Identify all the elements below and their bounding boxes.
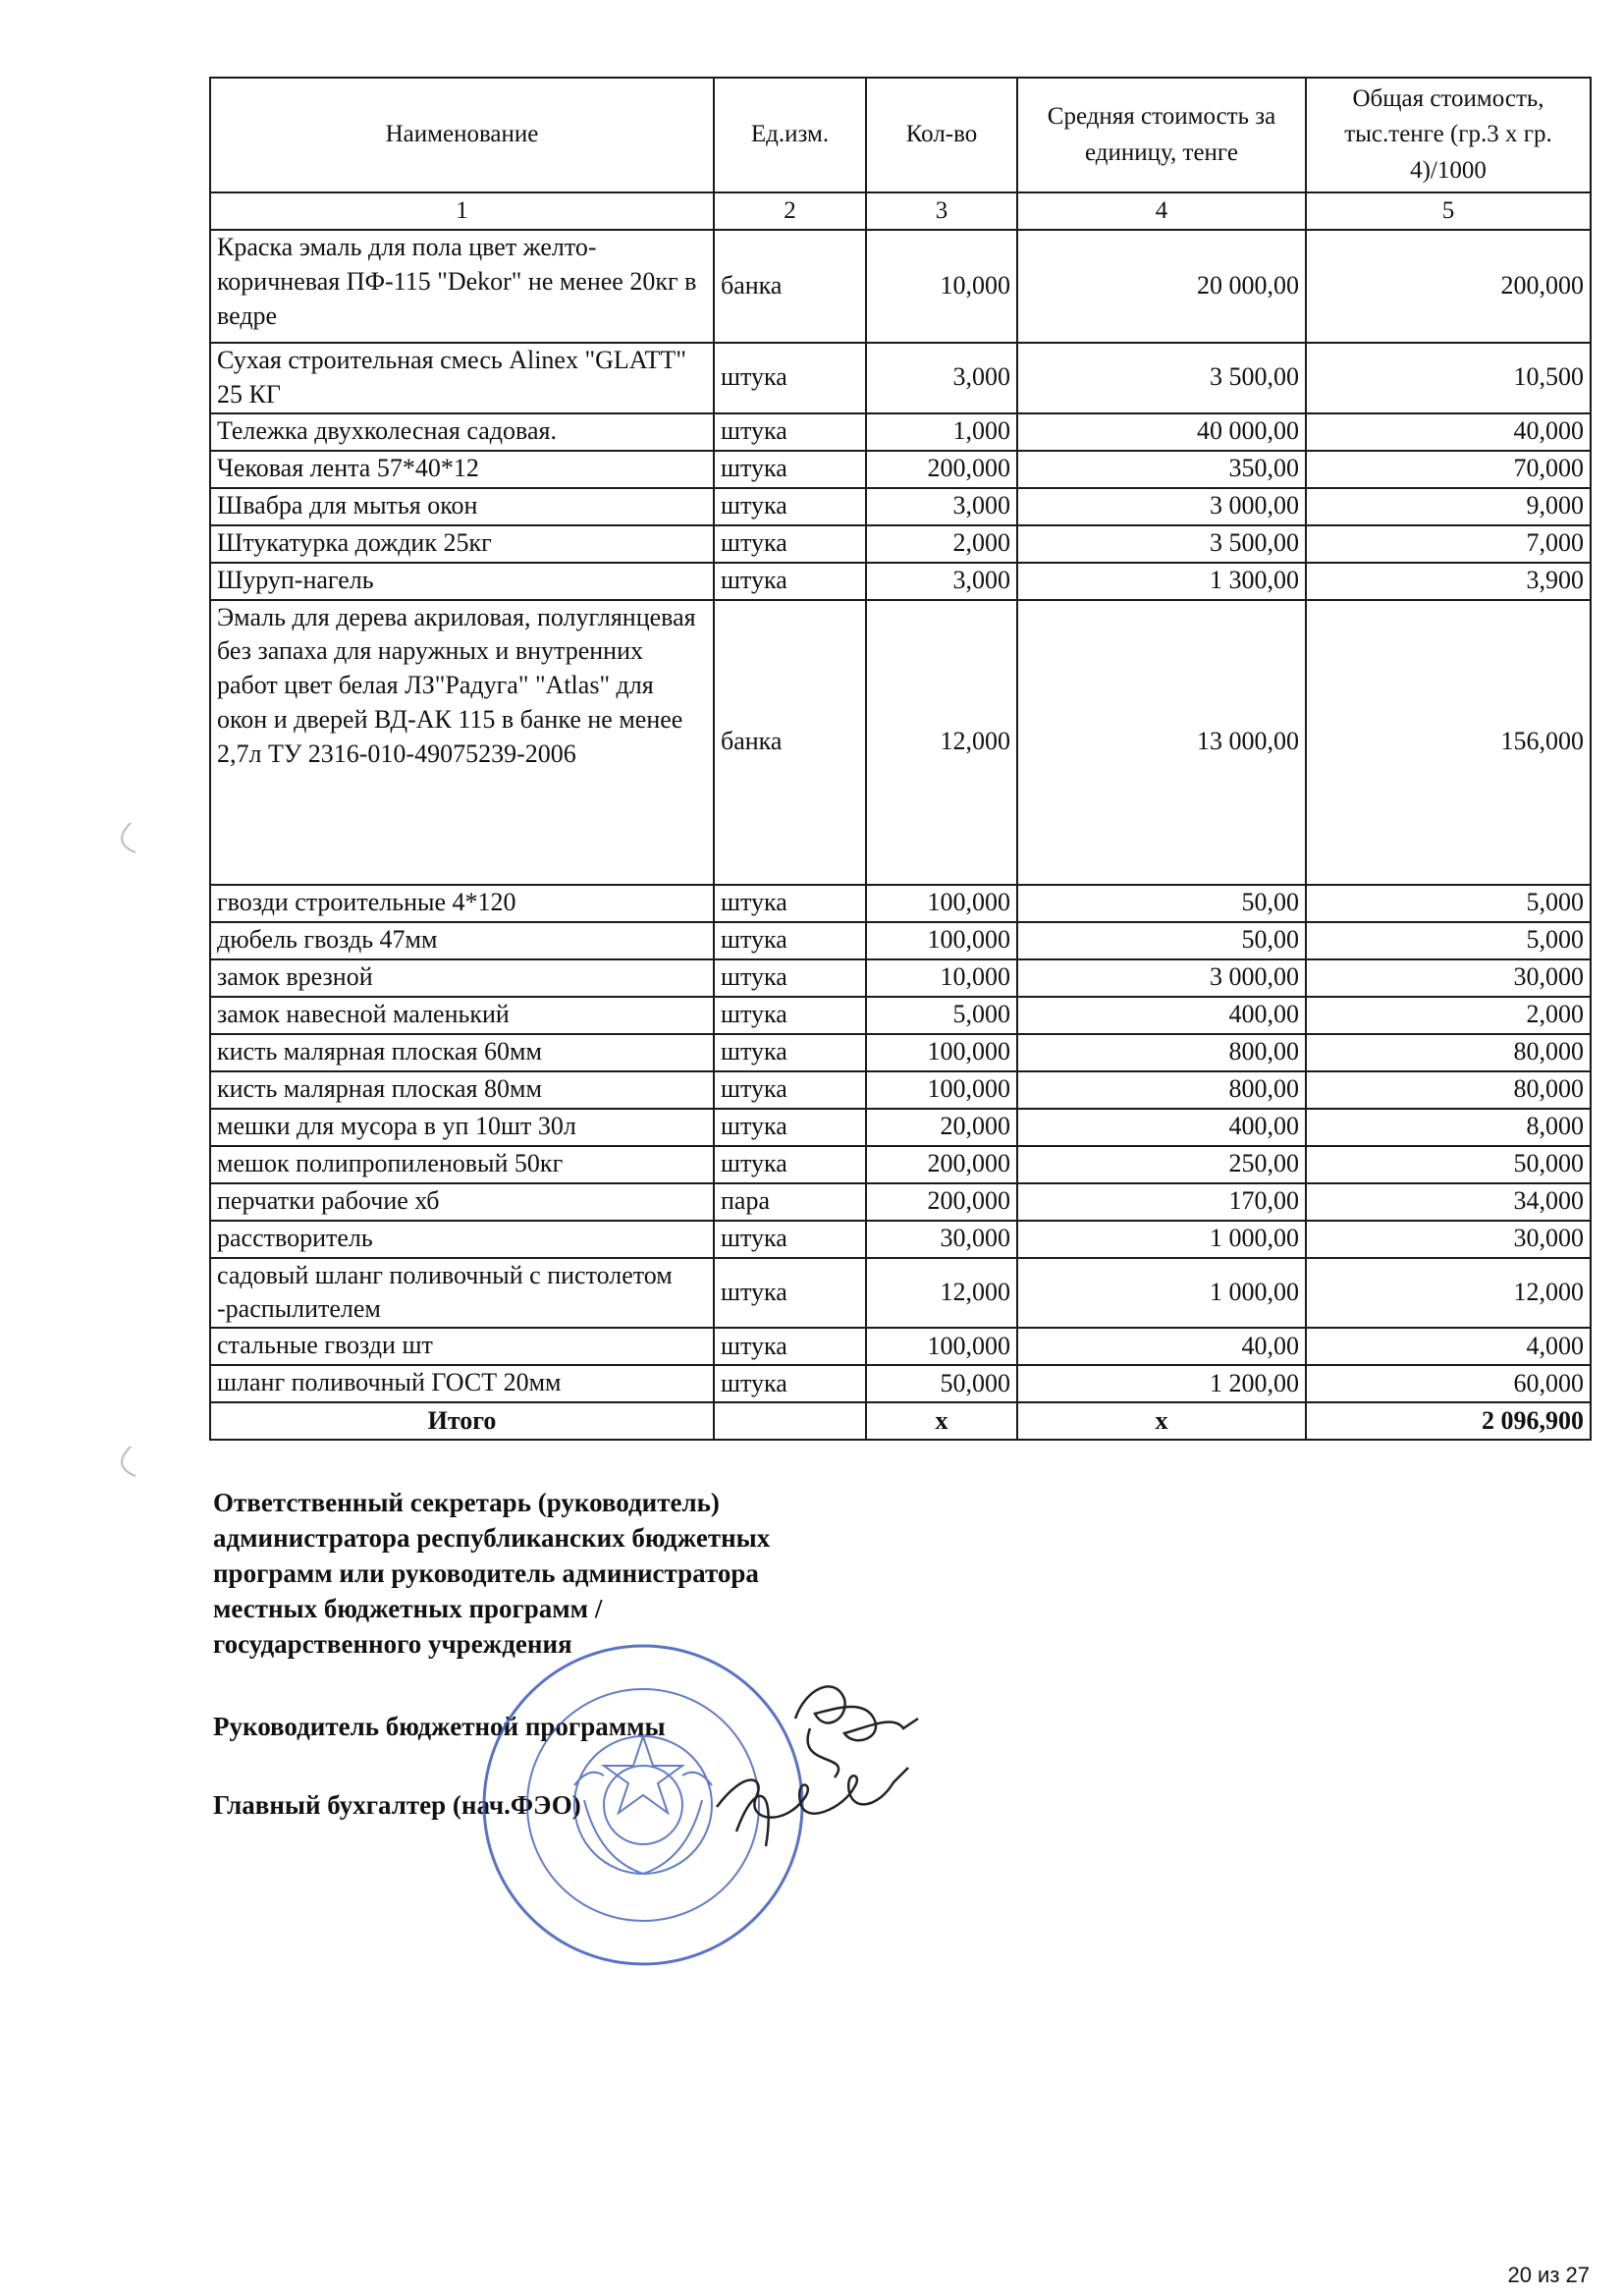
item-unit-price: 3 500,00 (1017, 525, 1306, 563)
item-name: мешки для мусора в уп 10шт 30л (210, 1109, 714, 1146)
table-row (210, 959, 1591, 997)
item-name: Краска эмаль для пола цвет желто-коричневая ПФ-115 "Dekor" не менее 20кг в ведре (210, 230, 714, 343)
item-unit-price: 40 000,00 (1017, 413, 1306, 451)
item-unit: пара (714, 1183, 866, 1221)
program-head-label: Руководитель бюджетной программы (213, 1712, 666, 1741)
column-number: 4 (1017, 192, 1306, 230)
item-total-cost: 34,000 (1306, 1183, 1591, 1221)
item-unit: штука (714, 525, 866, 563)
item-unit-price: 20 000,00 (1017, 230, 1306, 343)
item-unit-price: 1 000,00 (1017, 1221, 1306, 1258)
item-unit-price: 40,00 (1017, 1328, 1306, 1365)
secretary-line: государственного учреждения (213, 1629, 572, 1659)
item-quantity: 200,000 (866, 1183, 1017, 1221)
item-quantity: 1,000 (866, 413, 1017, 451)
item-name: стальные гвозди шт (210, 1328, 714, 1365)
item-unit-price: 250,00 (1017, 1146, 1306, 1183)
item-unit-price: 350,00 (1017, 451, 1306, 488)
item-quantity: 3,000 (866, 563, 1017, 600)
item-name: расстворитель (210, 1221, 714, 1258)
item-name: перчатки рабочие хб (210, 1183, 714, 1221)
secretary-line: программ или руководитель администратора (213, 1558, 759, 1588)
item-unit: штука (714, 1034, 866, 1071)
item-name: мешок полипропиленовый 50кг (210, 1146, 714, 1183)
item-unit: штука (714, 1221, 866, 1258)
item-unit: штука (714, 959, 866, 997)
item-quantity: 200,000 (866, 1146, 1017, 1183)
item-unit-price: 50,00 (1017, 922, 1306, 959)
item-name: Штукатурка дождик 25кг (210, 525, 714, 563)
item-quantity: 100,000 (866, 885, 1017, 922)
total-amount: 2 096,900 (1306, 1402, 1591, 1440)
item-quantity: 3,000 (866, 488, 1017, 525)
item-total-cost: 80,000 (1306, 1034, 1591, 1071)
punch-hole-mark (106, 1442, 145, 1481)
item-unit: штука (714, 343, 866, 413)
item-name: Эмаль для дерева акриловая, полуглянцевая без запаха для наружных и внутренних работ цвет белая ЛЗ"Радуга" "Atlas" для окон и дверей ВД-АК 115 в банке не менее 2,7л ТУ 2316-010-49075239-2006 (210, 600, 714, 885)
table-row (210, 413, 1591, 451)
item-unit-price: 3 500,00 (1017, 343, 1306, 413)
item-quantity: 12,000 (866, 1258, 1017, 1329)
item-unit: банка (714, 600, 866, 885)
item-unit: штука (714, 563, 866, 600)
column-number-row (210, 192, 1591, 230)
table-row (210, 525, 1591, 563)
header-unit-price: Средняя стоимость за единицу, тенге (1017, 78, 1306, 192)
item-unit: штука (714, 1258, 866, 1329)
table-row (210, 1071, 1591, 1109)
table-row (210, 1146, 1591, 1183)
table-row (210, 1034, 1591, 1071)
item-name: Швабра для мытья окон (210, 488, 714, 525)
item-quantity: 30,000 (866, 1221, 1017, 1258)
column-number: 3 (866, 192, 1017, 230)
item-total-cost: 5,000 (1306, 922, 1591, 959)
secretary-line: администратора республиканских бюджетных (213, 1523, 771, 1553)
table-row (210, 343, 1591, 413)
header-unit: Ед.изм. (714, 78, 866, 192)
table-row (210, 922, 1591, 959)
item-name: замок навесной маленький (210, 997, 714, 1034)
item-total-cost: 80,000 (1306, 1071, 1591, 1109)
table-row (210, 997, 1591, 1034)
item-unit: штука (714, 885, 866, 922)
item-unit: штука (714, 922, 866, 959)
table-row (210, 1365, 1591, 1402)
item-total-cost: 30,000 (1306, 1221, 1591, 1258)
item-unit-price: 400,00 (1017, 997, 1306, 1034)
table-header-row (210, 78, 1591, 192)
item-total-cost: 9,000 (1306, 488, 1591, 525)
table-row (210, 488, 1591, 525)
item-total-cost: 2,000 (1306, 997, 1591, 1034)
secretary-line: местных бюджетных программ / (213, 1594, 603, 1623)
item-unit-price: 1 300,00 (1017, 563, 1306, 600)
item-unit: штука (714, 1328, 866, 1365)
item-name: Чековая лента 57*40*12 (210, 451, 714, 488)
item-unit-price: 1 200,00 (1017, 1365, 1306, 1402)
item-name: дюбель гвоздь 47мм (210, 922, 714, 959)
total-label: Итого (210, 1402, 714, 1440)
item-unit: штука (714, 997, 866, 1034)
item-quantity: 2,000 (866, 525, 1017, 563)
item-total-cost: 60,000 (1306, 1365, 1591, 1402)
item-quantity: 10,000 (866, 230, 1017, 343)
emblem-icon (574, 1736, 712, 1874)
item-name: гвозди строительные 4*120 (210, 885, 714, 922)
item-quantity: 10,000 (866, 959, 1017, 997)
total-quantity: х (866, 1402, 1017, 1440)
table-row (210, 1183, 1591, 1221)
item-quantity: 100,000 (866, 1071, 1017, 1109)
item-unit: штука (714, 488, 866, 525)
table-row (210, 1221, 1591, 1258)
item-quantity: 100,000 (866, 1034, 1017, 1071)
item-quantity: 3,000 (866, 343, 1017, 413)
page-number: 20 из 27 (1507, 2263, 1590, 2287)
table-row (210, 1328, 1591, 1365)
table-row (210, 563, 1591, 600)
item-quantity: 50,000 (866, 1365, 1017, 1402)
item-total-cost: 156,000 (1306, 600, 1591, 885)
item-unit-price: 3 000,00 (1017, 488, 1306, 525)
item-unit-price: 50,00 (1017, 885, 1306, 922)
item-unit-price: 800,00 (1017, 1034, 1306, 1071)
item-name: кисть малярная плоская 80мм (210, 1071, 714, 1109)
chief-accountant-label: Главный бухгалтер (нач.ФЭО) (213, 1790, 581, 1820)
total-price: х (1017, 1402, 1306, 1440)
item-unit: штука (714, 1109, 866, 1146)
item-quantity: 100,000 (866, 1328, 1017, 1365)
table-row (210, 451, 1591, 488)
item-total-cost: 10,500 (1306, 343, 1591, 413)
item-total-cost: 4,000 (1306, 1328, 1591, 1365)
item-total-cost: 12,000 (1306, 1258, 1591, 1329)
item-name: Сухая строительная смесь Alinex "GLATT" 25 КГ (210, 343, 714, 413)
item-total-cost: 3,900 (1306, 563, 1591, 600)
item-unit-price: 170,00 (1017, 1183, 1306, 1221)
item-name: замок врезной (210, 959, 714, 997)
item-unit: штука (714, 413, 866, 451)
table-row (210, 1258, 1591, 1329)
table-row (210, 885, 1591, 922)
item-unit: банка (714, 230, 866, 343)
table-row (210, 1109, 1591, 1146)
item-unit-price: 3 000,00 (1017, 959, 1306, 997)
total-row (210, 1402, 1591, 1440)
item-quantity: 5,000 (866, 997, 1017, 1034)
item-name: шланг поливочный ГОСТ 20мм (210, 1365, 714, 1402)
item-quantity: 200,000 (866, 451, 1017, 488)
item-total-cost: 50,000 (1306, 1146, 1591, 1183)
item-name: садовый шланг поливочный с пистолетом -распылителем (210, 1258, 714, 1329)
item-total-cost: 5,000 (1306, 885, 1591, 922)
header-total-cost: Общая стоимость, тыс.тенге (гр.3 х гр. 4)/1000 (1306, 78, 1591, 192)
item-unit: штука (714, 1146, 866, 1183)
header-name: Наименование (210, 78, 714, 192)
punch-hole-mark (106, 818, 145, 857)
secretary-line: Ответственный секретарь (руководитель) (213, 1488, 720, 1517)
total-unit (714, 1402, 866, 1440)
item-unit-price: 800,00 (1017, 1071, 1306, 1109)
item-unit-price: 1 000,00 (1017, 1258, 1306, 1329)
item-unit: штука (714, 451, 866, 488)
table-body (210, 192, 1591, 1402)
table-row (210, 230, 1591, 343)
item-total-cost: 7,000 (1306, 525, 1591, 563)
item-total-cost: 8,000 (1306, 1109, 1591, 1146)
item-unit: штука (714, 1071, 866, 1109)
item-quantity: 100,000 (866, 922, 1017, 959)
budget-table (209, 77, 1592, 1441)
table-row (210, 600, 1591, 885)
item-name: кисть малярная плоская 60мм (210, 1034, 714, 1071)
column-number: 1 (210, 192, 714, 230)
item-unit-price: 13 000,00 (1017, 600, 1306, 885)
item-quantity: 12,000 (866, 600, 1017, 885)
item-unit-price: 400,00 (1017, 1109, 1306, 1146)
item-total-cost: 70,000 (1306, 451, 1591, 488)
item-name: Тележка двухколесная садовая. (210, 413, 714, 451)
column-number: 5 (1306, 192, 1591, 230)
item-quantity: 20,000 (866, 1109, 1017, 1146)
item-total-cost: 200,000 (1306, 230, 1591, 343)
column-number: 2 (714, 192, 866, 230)
item-name: Шуруп-нагель (210, 563, 714, 600)
item-total-cost: 30,000 (1306, 959, 1591, 997)
item-total-cost: 40,000 (1306, 413, 1591, 451)
item-unit: штука (714, 1365, 866, 1402)
handwritten-signature (707, 1660, 933, 1886)
header-quantity: Кол-во (866, 78, 1017, 192)
